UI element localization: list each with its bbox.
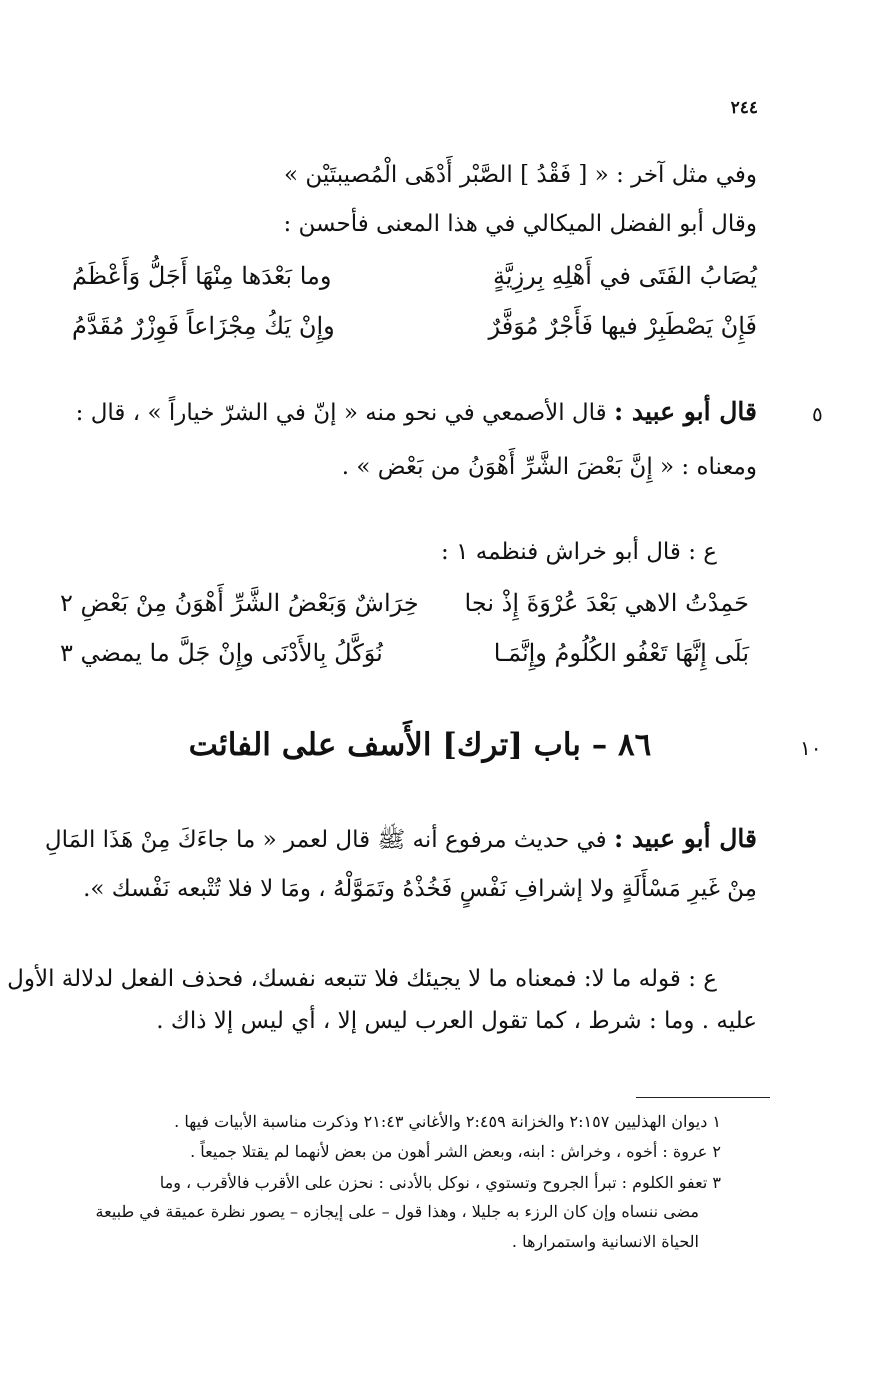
footnote-3-line-2: مضى ننساه وإن كان الرزء به جليلا ، وهذا قول – على إيجازه – يصور نظرة عميقة في طبيعة	[95, 1202, 699, 1221]
verse1-line2-right: فَإِنْ يَصْطَبِرْ فيها فَأَجْرٌ مُوَفَّرٌ	[488, 312, 757, 340]
section5-line-1	[76, 395, 757, 430]
ayn-note-1: ع : قال أبو خراش فنظمه ١ :	[441, 539, 717, 565]
verse2-line2-right: بَلَى إِنَّهَا تَعْفُو الكُلُومُ وإِنَّمَـا	[493, 639, 749, 667]
section10-line-1	[45, 822, 757, 857]
page-number: ٢٤٤	[730, 98, 758, 118]
intro-line-2: وقال أبو الفضل الميكالي في هذا المعنى فأحسن :	[283, 211, 757, 237]
section10-text: في حديث مرفوع أنه ﷺ قال لعمر « ما جاءَكَ مِنْ هَذَا المَالِ	[44, 827, 607, 853]
footnote-3-line-3: الحياة الانسانية واستمرارها .	[511, 1232, 699, 1251]
ayn-note-2-line-1: ع : قوله ما لا: فمعناه ما لا يجيئك فلا تتبعه نفسك، فحذف الفعل لدلالة الأول	[7, 966, 717, 992]
section10-line-2: مِنْ غَيرِ مَسْأَلَةٍ ولا إشرافِ نَفْسٍ فَخُذْهُ وتَمَوَّلْهُ ، ومَا لا فلا تُتْبعه نَفْسك ».	[83, 876, 757, 902]
verse2-line1-right: حَمِدْتُ الاهي بَعْدَ عُرْوَةَ إِذْ نجا	[464, 589, 749, 617]
verse1-line1-left: وما بَعْدَها مِنْهَا أَجَلُّ وَأَعْظَمُ	[72, 262, 332, 290]
intro-line-1: وفي مثل آخر : « [ فَقْدُ ] الصَّبْر أَدْهَى الْمُصيبتَيْن »	[283, 162, 757, 188]
margin-number-10: ١٠	[800, 736, 822, 760]
chapter-heading: ٨٦ – باب [ترك] الأَسف على الفائت	[188, 727, 652, 763]
footnote-1: ١ ديوان الهذليين ٢:١٥٧ والخزانة ٢:٤٥٩ والأغاني ٢١:٤٣ وذكرت مناسبة الأبيات فيها .	[174, 1112, 721, 1131]
ayn-note-2-line-2: عليه . وما : شرط ، كما تقول العرب ليس إلا ، أي ليس إلا ذاك .	[156, 1008, 757, 1034]
footnote-divider	[636, 1097, 770, 1098]
section5-line-2: ومعناه : « إِنَّ بَعْضَ الشَّرِّ أَهْوَنُ من بَعْض » .	[341, 454, 757, 480]
verse2-line2-left: نُوَكَّلُ بِالأَدْنَى وإِنْ جَلَّ ما يمضي ٣	[60, 639, 383, 667]
footnote-3-line-1: ٣ تعفو الكلوم : تبرأ الجروح وتستوي ، نوكل بالأدنى : نحزن على الأقرب فالأقرب ، وما	[159, 1173, 721, 1192]
verse2-line1-left: خِرَاشٌ وَبَعْضُ الشَّرِّ أَهْوَنُ مِنْ بَعْضِ ٢	[60, 589, 419, 617]
verse1-line2-left: وإِنْ يَكُ مِجْزَاعاً فَوِزْرٌ مُقَدَّمُ	[72, 312, 335, 340]
verse1-line1-right: يُصَابُ الفَتَى في أَهْلِهِ بِرزِيَّةٍ	[493, 262, 757, 290]
footnote-2: ٢ عروة : أخوه ، وخراش : ابنه، وبعض الشر أهون من بعض لأنهما لم يقتلا جميعاً .	[190, 1142, 721, 1161]
margin-number-5: ٥	[812, 402, 823, 426]
section5-lead: قال أبو عبيد :	[613, 397, 757, 426]
section5-text: قال الأصمعي في نحو منه « إنّ في الشرّ خياراً » ، قال :	[75, 400, 607, 426]
section10-lead: قال أبو عبيد :	[613, 824, 757, 853]
